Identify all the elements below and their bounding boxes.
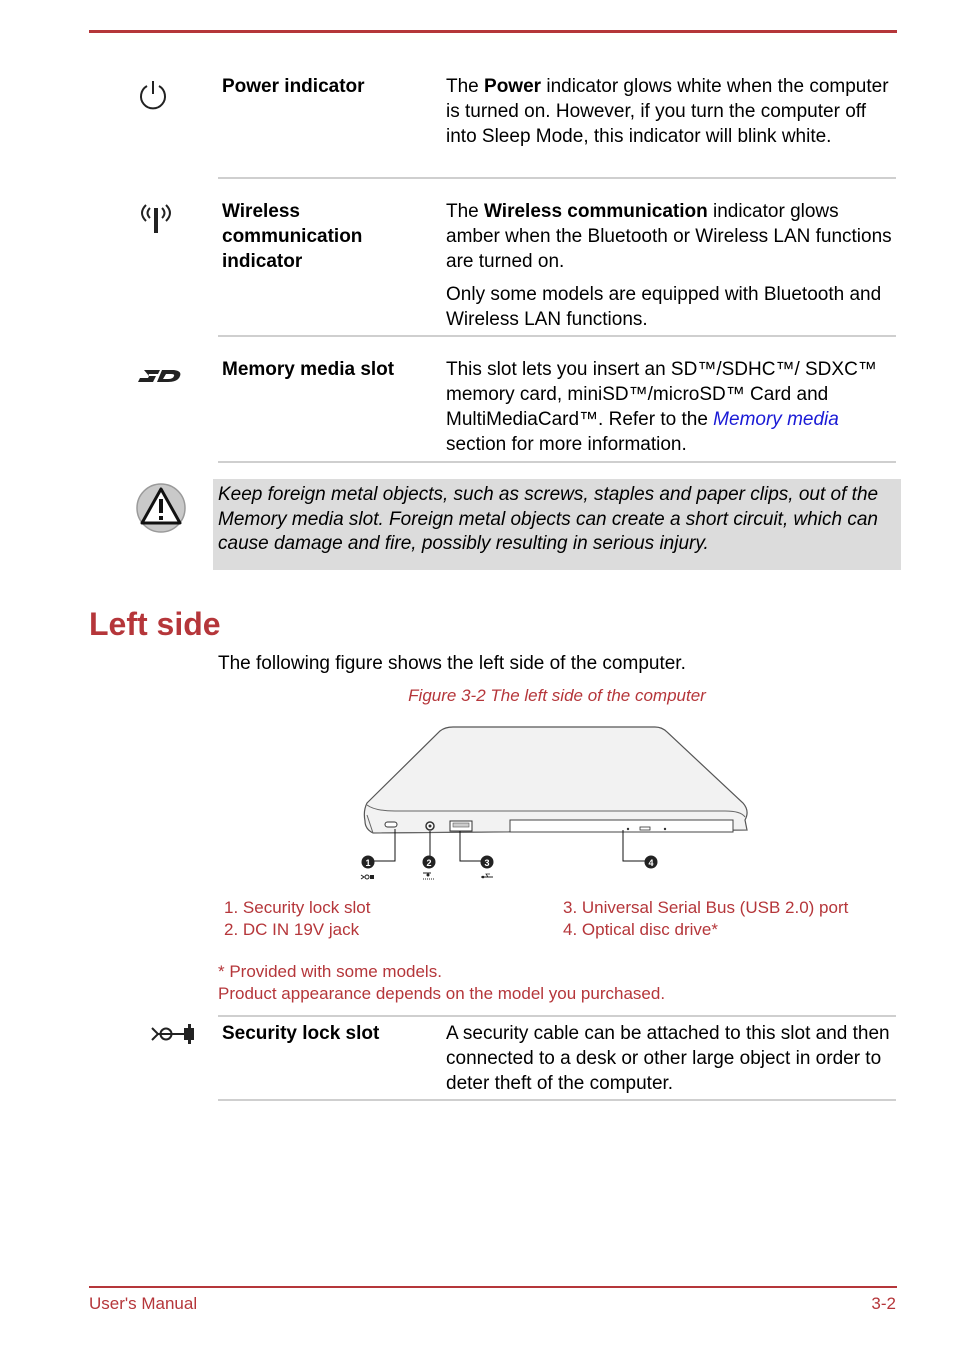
row-separator xyxy=(218,335,896,337)
section-intro: The following figure shows the left side of the computer. xyxy=(218,653,686,674)
callout-3: 3 xyxy=(484,858,490,868)
figure-legend-left xyxy=(224,897,370,941)
figure-legend-right xyxy=(563,897,848,941)
security-lock-slot-desc: A security cable can be attached to this slot and then connected to a desk or other large object in order to deter theft of the computer. xyxy=(446,1023,890,1094)
legend-item: 4. Optical disc drive* xyxy=(563,920,718,939)
wireless-icon xyxy=(138,202,174,236)
laptop-left-side-figure xyxy=(355,725,755,885)
legend-item: 3. Universal Serial Bus (USB 2.0) port xyxy=(563,898,849,917)
security-lock-slot-term: Security lock slot xyxy=(222,1023,380,1044)
legend-item: 2. DC IN 19V jack xyxy=(224,920,360,939)
bottom-rule xyxy=(89,1286,897,1288)
callout-1: 1 xyxy=(365,858,371,868)
callout-4: 4 xyxy=(648,858,654,868)
warning-icon xyxy=(136,483,186,533)
security-lock-icon xyxy=(150,1023,200,1045)
dc-in-small-icon xyxy=(423,873,435,879)
wireless-indicator-desc: The Wireless communication indicator glows amber when the Bluetooth or Wireless LAN functions are turned on. Only some models are equipped with Bluetooth and Wireless LAN functions. xyxy=(446,201,892,330)
sd-card-icon xyxy=(138,366,184,386)
callout-2: 2 xyxy=(426,858,432,868)
row-separator xyxy=(218,1015,896,1017)
page-number: 3-2 xyxy=(871,1294,896,1313)
memory-media-slot-desc: This slot lets you insert an SD™/SDHC™/ SDXC™ memory card, miniSD™/microSD™ Card and MultiMediaCard™. Refer to the Memory media section for more information. xyxy=(446,359,877,455)
row-separator xyxy=(218,177,896,179)
note-line: * Provided with some models. xyxy=(218,962,442,981)
note-line: Product appearance depends on the model you purchased. xyxy=(218,983,666,1003)
figure-notes xyxy=(218,961,665,1004)
memory-media-slot-term: Memory media slot xyxy=(222,359,395,380)
memory-media-link[interactable]: Memory media xyxy=(713,409,839,430)
power-indicator-desc: The Power indicator glows white when the computer is turned on. However, if you turn the computer off into Sleep Mode, this indicator will blink white. xyxy=(446,76,889,147)
row-separator xyxy=(218,461,896,463)
footer-title: User's Manual xyxy=(89,1294,198,1313)
legend-item: 1. Security lock slot xyxy=(224,898,371,917)
power-icon xyxy=(136,78,170,112)
figure-caption: Figure 3-2 The left side of the computer xyxy=(408,686,706,705)
usb-small-icon xyxy=(481,874,493,878)
section-title: Left side xyxy=(89,606,221,642)
power-indicator-term: Power indicator xyxy=(222,76,365,97)
warning-text: Keep foreign metal objects, such as screws, staples and paper clips, out of the Memory media slot. Foreign metal objects can create a short circuit, which can cause damage and fire, possibly resulting in serious injury. xyxy=(218,484,879,554)
security-lock-small-icon xyxy=(361,875,374,879)
top-rule xyxy=(89,30,897,33)
row-separator xyxy=(218,1099,896,1101)
wireless-indicator-term: Wireless communication indicator xyxy=(222,201,363,272)
